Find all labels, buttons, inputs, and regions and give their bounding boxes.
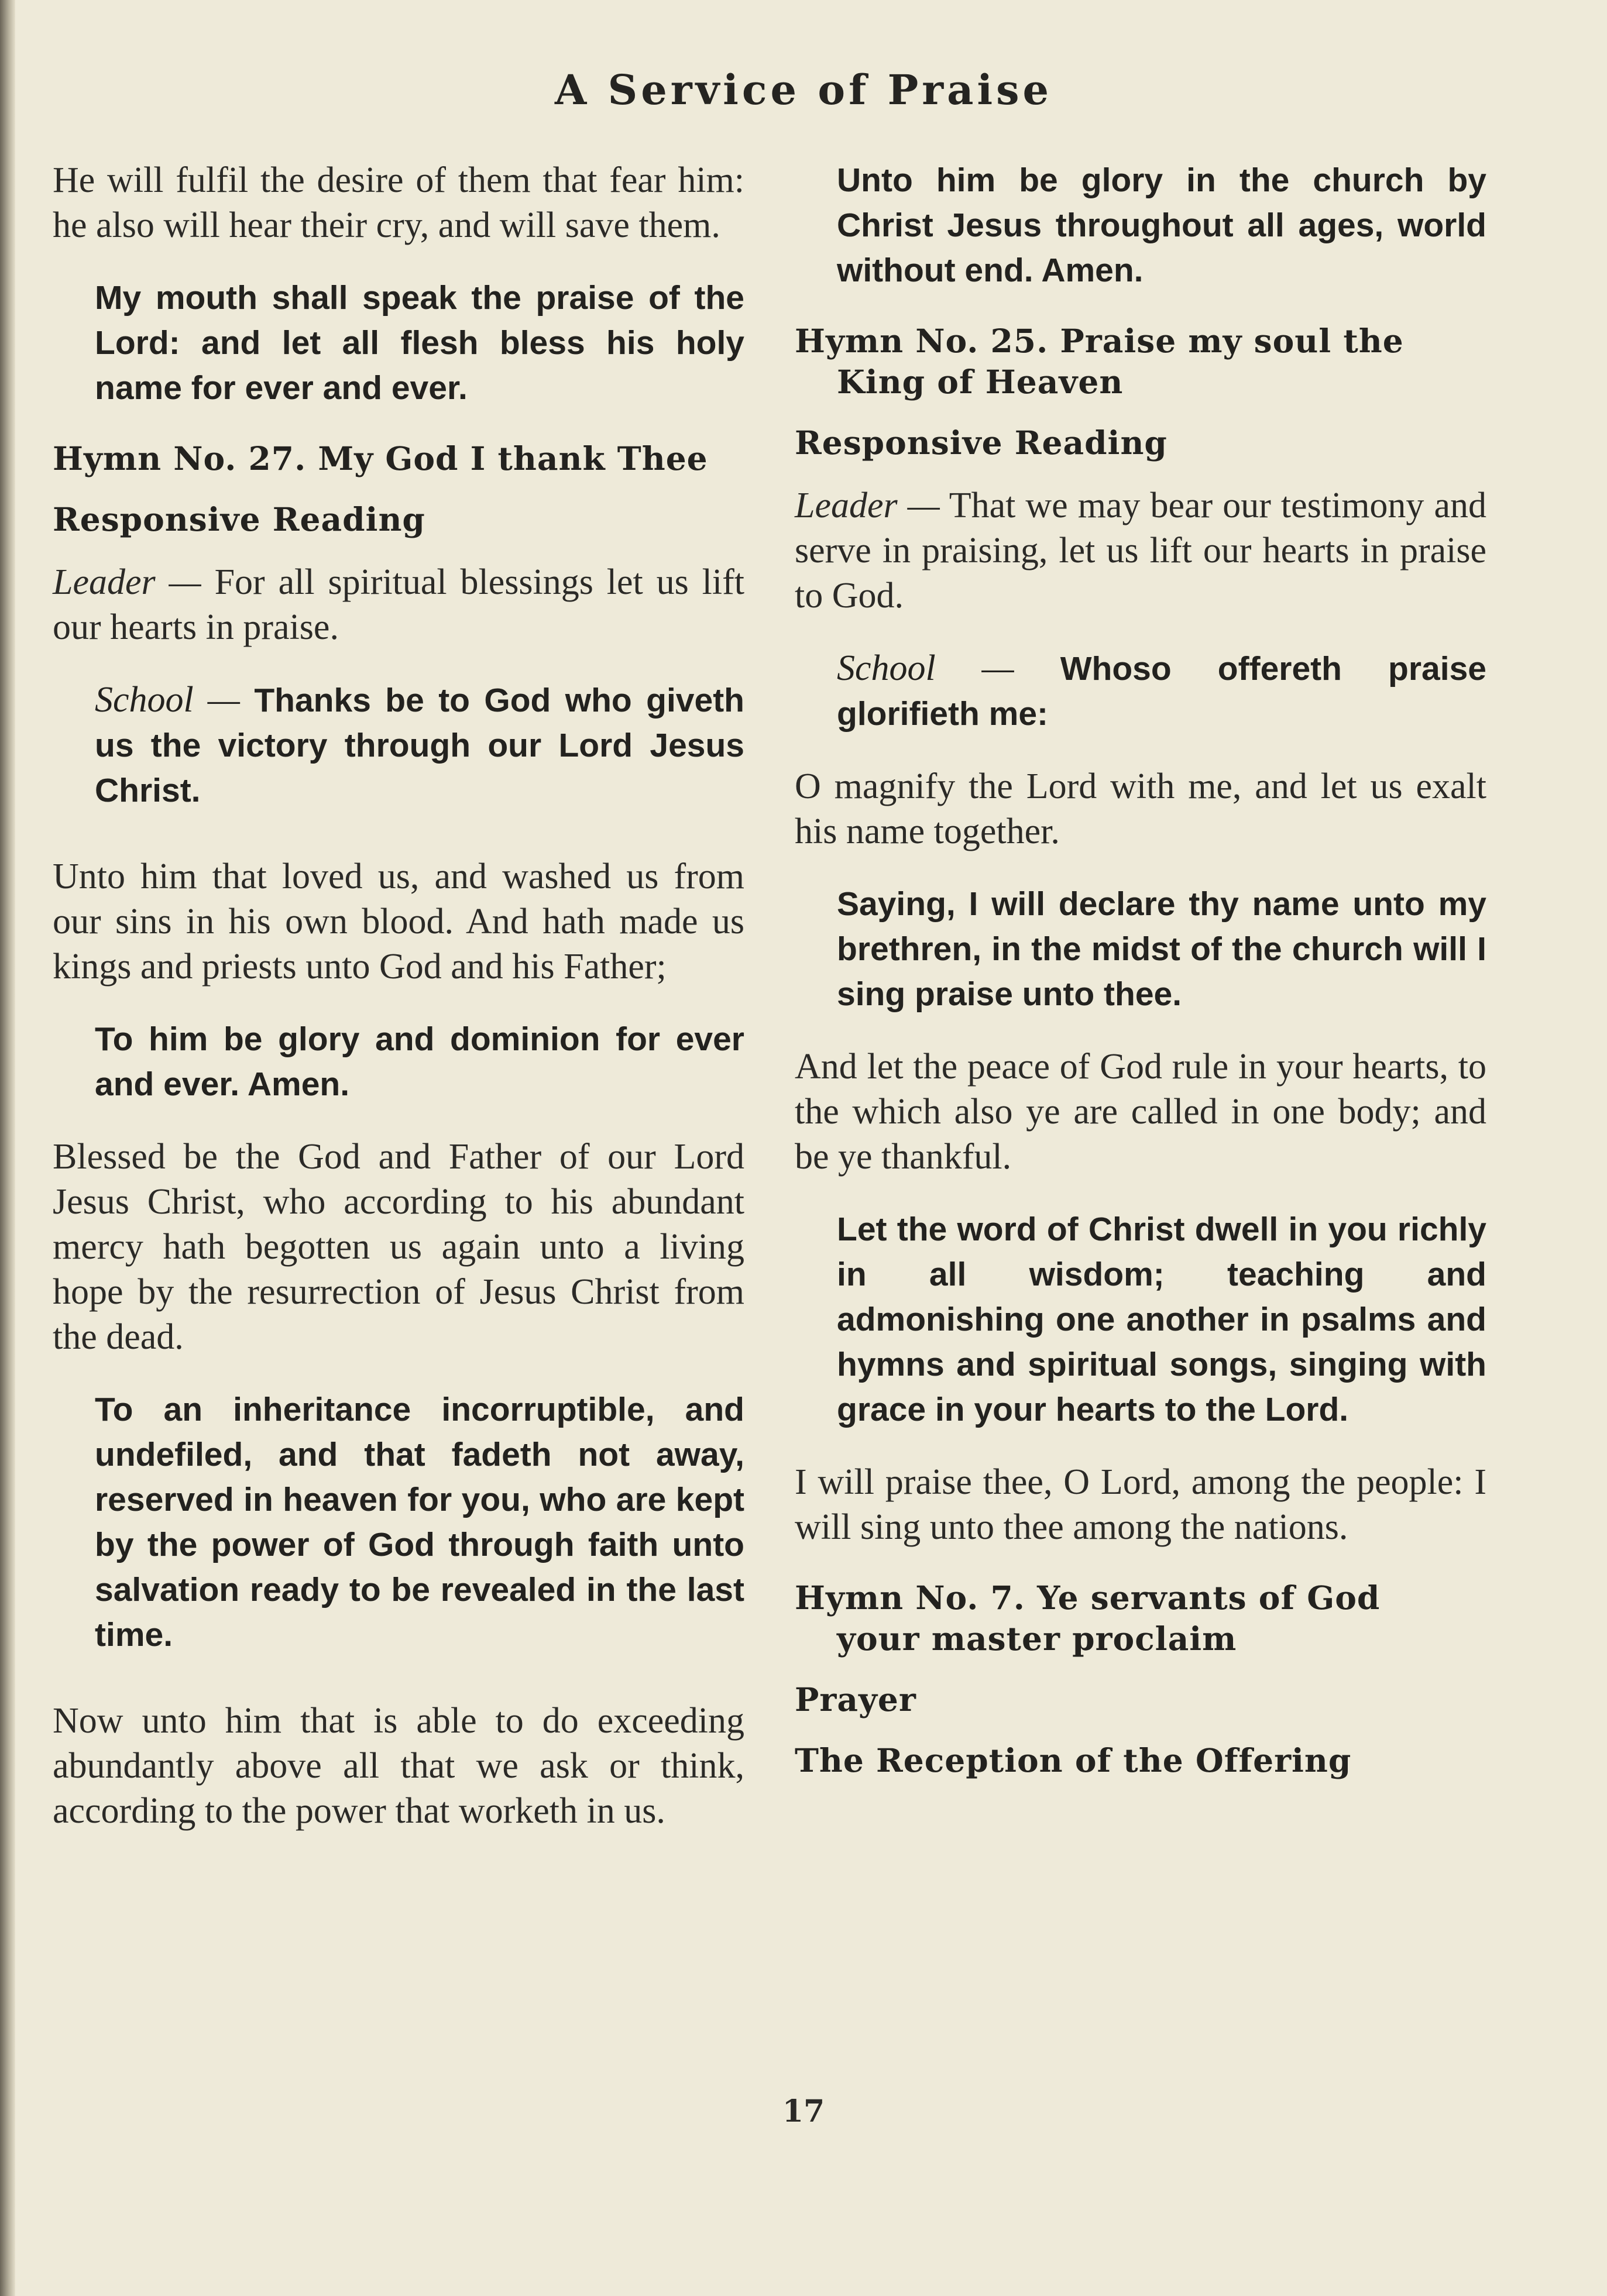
response-paragraph: To him be glory and dominion for ever and ever. Amen. bbox=[95, 1020, 744, 1103]
page-edge-shadow bbox=[0, 0, 15, 2296]
leader-text: That we may bear our testimony and serve in praising, let us lift our hearts in praise to God. bbox=[795, 486, 1486, 616]
leader-line bbox=[53, 560, 744, 650]
reading-paragraph: Now unto him that is able to do exceeding abundantly above all that we ask or think, according to the power that worketh in us. bbox=[53, 1701, 744, 1831]
section-heading: Responsive Reading bbox=[53, 500, 425, 538]
reading-paragraph: Blessed be the God and Father of our Lord Jesus Christ, who according to his abundant mercy hath begotten us again unto a living hope by the resurrection of Jesus Christ from the dead. bbox=[53, 1137, 744, 1357]
school-text: Whoso offereth praise glorifieth me: bbox=[837, 650, 1486, 733]
page-number: 17 bbox=[782, 2094, 825, 2129]
response-paragraph: My mouth shall speak the praise of the Lord: and let all flesh bless his holy name for ever and ever. bbox=[95, 279, 744, 407]
response-paragraph: Unto him be glory in the church by Christ Jesus throughout all ages, world without end. Amen. bbox=[837, 161, 1486, 289]
response-paragraph: Let the word of Christ dwell in you richly in all wisdom; teaching and admonishing one another in psalms and hymns and spiritual songs, singing with grace in your hearts to the Lord. bbox=[837, 1211, 1486, 1428]
page-title: A Service of Praise bbox=[554, 66, 1053, 114]
response-paragraph: Saying, I will declare thy name unto my brethren, in the midst of the church will I sing praise unto thee. bbox=[837, 885, 1486, 1013]
hymn-line-2: your master proclaim bbox=[837, 1620, 1237, 1658]
school-line bbox=[837, 646, 1486, 737]
leader-label: Leader — bbox=[795, 486, 940, 525]
reading-paragraph: He will fulfil the desire of them that fear him: he also will hear their cry, and will save them. bbox=[53, 160, 744, 245]
hymn-heading bbox=[795, 321, 1486, 403]
hymn-line-1: Hymn No. 7. Ye servants of God bbox=[795, 1579, 1381, 1617]
school-text: Thanks be to God who giveth us the victory through our Lord Jesus Christ. bbox=[95, 682, 744, 809]
reading-paragraph: Unto him that loved us, and washed us from our sins in his own blood. And hath made us kings and priests unto God and his Father; bbox=[53, 857, 744, 987]
school-line bbox=[95, 678, 744, 813]
hymn-line-2: King of Heaven bbox=[837, 363, 1124, 401]
hymn-heading: Hymn No. 27. My God I thank Thee bbox=[53, 439, 708, 477]
reading-paragraph: And let the peace of God rule in your hearts, to the which also ye are called in one body; and be ye thankful. bbox=[795, 1047, 1486, 1177]
reading-paragraph: O magnify the Lord with me, and let us exalt his name together. bbox=[795, 767, 1486, 851]
response-paragraph: To an inheritance incorruptible, and undefiled, and that fadeth not away, reserved in heaven for you, who are kept by the power of God through faith unto salvation ready to be revealed in the last time. bbox=[95, 1391, 744, 1654]
right-column bbox=[795, 158, 1486, 1801]
leader-text: For all spiritual blessings let us lift our hearts in praise. bbox=[53, 562, 744, 647]
leader-label: Leader — bbox=[53, 562, 201, 602]
school-label: School — bbox=[95, 680, 240, 720]
section-heading: Responsive Reading bbox=[795, 424, 1168, 462]
leader-line bbox=[795, 483, 1486, 618]
section-heading: The Reception of the Offering bbox=[795, 1741, 1352, 1779]
school-label: School — bbox=[837, 648, 1014, 688]
reading-paragraph: I will praise thee, O Lord, among the people: I will sing unto thee among the nations. bbox=[795, 1462, 1486, 1547]
hymn-heading bbox=[795, 1577, 1486, 1659]
section-heading: Prayer bbox=[795, 1680, 916, 1718]
hymn-line-1: Hymn No. 25. Praise my soul the bbox=[795, 322, 1404, 360]
left-column bbox=[53, 158, 744, 1861]
